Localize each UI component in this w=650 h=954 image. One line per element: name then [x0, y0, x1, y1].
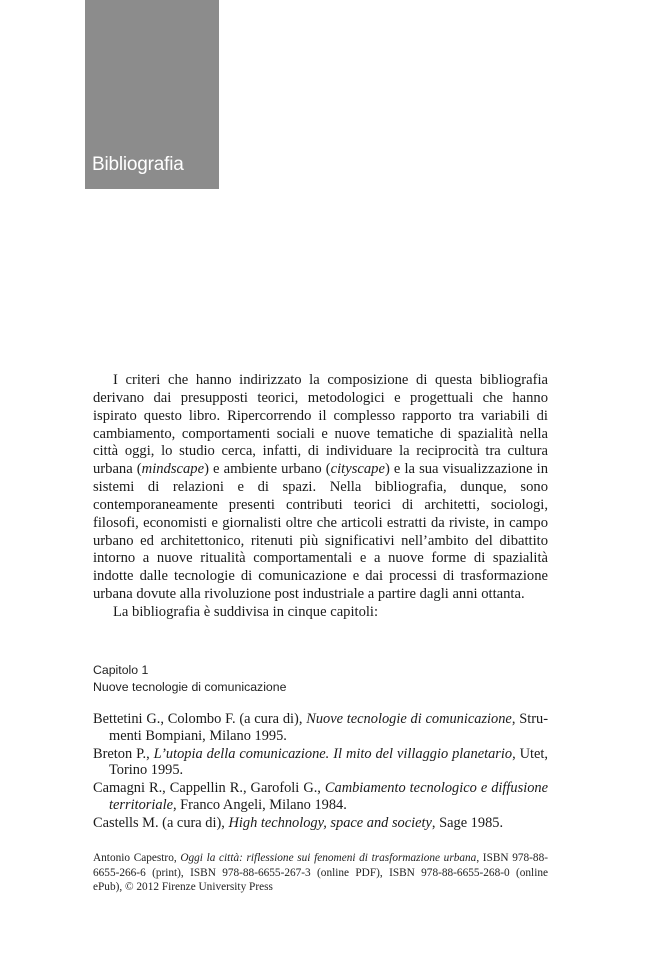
entry-publisher: , Sage 1985. — [431, 815, 504, 832]
entry-title: Cambiamento tecnologico e diffusione territoriale — [109, 780, 548, 813]
entry-title: Nuove tecnologie di comunicazione — [306, 711, 512, 727]
intro-text-part: ) e la sua visualizzazione in sistemi di relazioni e di spazi. Nella bibliografia, dunque, sono contemporaneamente presenti contributi teorici di architetti, sociologi, filosofi, economisti e giornalisti oltre che articoli estratti da riviste, in campo urbano ed architettonico, ritenuti più significativi nell’ambito del dibattito intorno a nuove ritualità comportamentali e a nuove forme di spazialità indotte dalle tecnologie di comunicazione e dai processi di trasformazione urbana dovute alla rivoluzione post industriale a partire dagli anni ottanta. — [93, 461, 548, 603]
footer-book-title: Oggi la città: riflessione sui fenomeni di trasformazione urbana — [180, 852, 477, 864]
intro-text — [93, 372, 548, 622]
intro-paragraph-2: La bibliografia è suddivisa in cinque capitoli: — [113, 603, 379, 620]
intro-text-part: ) e ambiente urbano ( — [204, 461, 331, 478]
bibliography-entry — [93, 746, 548, 779]
entry-publisher: , Strumenti Bompiani, Milano 1995. — [109, 711, 549, 744]
entry-title: High technology, space and society — [228, 815, 432, 832]
entry-title: L’utopia della comunicazione. Il mito del villaggio planetario — [153, 745, 513, 762]
chapter-tab-title: Bibliografia — [92, 154, 184, 175]
chapter-tab — [85, 0, 219, 189]
entry-publisher: , Franco Angeli, Milano 1984. — [172, 796, 347, 813]
chapter-label: Capitolo 1 — [93, 663, 149, 677]
entry-authors: Castells M. (a cura di), — [93, 815, 229, 832]
copyright-footer — [93, 851, 548, 895]
footer-isbn: , ISBN 978-88-6655-266-6 (print), ISBN 978-88-6655-267-3 (online PDF), ISBN 978-88-6655-268-0 (online ePub), © 2012 Firenze University Press — [93, 852, 548, 894]
bibliography-entry — [93, 780, 548, 813]
footer-author: Antonio Capestro, — [93, 852, 181, 864]
intro-term-cityscape: cityscape — [330, 461, 385, 478]
chapter-title: Nuove tecnologie di comunicazione — [93, 680, 287, 694]
intro-term-mindscape: mindscape — [141, 461, 205, 478]
entry-publisher: , Utet, Torino 1995. — [109, 745, 548, 779]
intro-text-part: I criteri che hanno indirizzato la composizione di questa bibliografia derivano dai presupposti teorici, metodologici e progettuali che hanno ispirato questo libro. Ripercorrendo il complesso rapporto tra variabili di cambiamento, comportamenti sociali e nuove tematiche di spazialità nella città oggi, lo studio cerca, infatti, di individuare la reciprocità tra cultura urbana ( — [93, 372, 548, 478]
entry-authors: Camagni R., Cappellin R., Garofoli G., — [93, 780, 325, 797]
entry-authors: Breton P., — [93, 745, 154, 762]
bibliography-entry — [93, 815, 548, 832]
entry-authors: Bettetini G., Colombo F. (a cura di), — [93, 711, 307, 727]
bibliography-list — [93, 711, 548, 833]
intro-paragraph — [93, 372, 548, 604]
chapter-heading — [93, 662, 548, 696]
bibliography-entry — [93, 711, 548, 744]
